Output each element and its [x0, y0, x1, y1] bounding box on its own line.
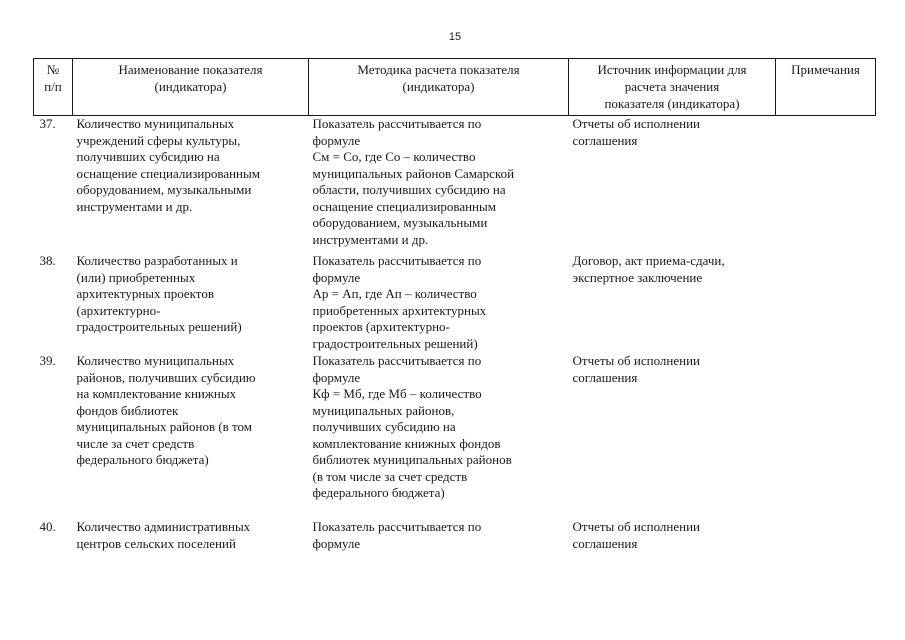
notes-cell — [776, 253, 876, 353]
indicators-table — [33, 58, 876, 559]
row-number: 38. — [39, 253, 56, 268]
notes-cell — [776, 353, 876, 519]
indicator-name: Количество административных центров сельских поселений — [76, 519, 251, 551]
table-header — [34, 59, 876, 116]
calculation-method: Показатель рассчитывается по формуле См = Со, где Со – количество муниципальных районов Самарской области, получивших субсидию на оснащение специализированным оборудованием, музыкальными инструментами и др. — [312, 116, 515, 247]
information-source: Отчеты об исполнении соглашения — [572, 116, 701, 148]
header-calculation-method: Методика расчета показателя (индикатора) — [309, 59, 569, 116]
information-source: Договор, акт приема-сдачи, экспертное заключение — [572, 253, 725, 285]
table-row — [34, 253, 876, 353]
header-information-source: Источник информации для расчета значения показателя (индикатора) — [569, 59, 776, 116]
calculation-method: Показатель рассчитывается по формуле Кф = Мб, где Мб – количество муниципальных районов, получивших субсидию на комплектование книжных фондов библиотек муниципальных районов (в том числе за счет средств федерального бюджета) — [312, 353, 512, 500]
page-number: 15 — [448, 31, 462, 43]
header-indicator-name: Наименование показателя (индикатора) — [73, 59, 309, 116]
calculation-method: Показатель рассчитывается по формуле Ар = Ап, где Ап – количество приобретенных архитектурных проектов (архитектурно- градостроительных решений) — [312, 253, 487, 351]
row-number: 40. — [39, 519, 56, 534]
indicator-name: Количество муниципальных учреждений сферы культуры, получивших субсидию на оснащение специализированным оборудованием, музыкальными инструментами и др. — [76, 116, 260, 214]
table-row — [34, 353, 876, 519]
header-row — [34, 59, 876, 116]
table-row — [34, 519, 876, 559]
indicator-name: Количество муниципальных районов, получивших субсидию на комплектование книжных фондов библиотек муниципальных районов (в том числе за счет средств федерального бюджета) — [76, 353, 256, 467]
table-row — [34, 116, 876, 254]
information-source: Отчеты об исполнении соглашения — [572, 353, 701, 385]
notes-cell — [776, 116, 876, 254]
row-number: 39. — [39, 353, 56, 368]
header-notes: Примечания — [776, 59, 876, 116]
table-body — [34, 116, 876, 560]
information-source: Отчеты об исполнении соглашения — [572, 519, 701, 551]
row-number: 37. — [39, 116, 56, 131]
indicator-name: Количество разработанных и (или) приобретенных архитектурных проектов (архитектурно- градостроительных решений) — [76, 253, 242, 334]
notes-cell — [776, 519, 876, 559]
calculation-method: Показатель рассчитывается по формуле — [312, 519, 482, 551]
header-number: № п/п — [34, 59, 73, 116]
